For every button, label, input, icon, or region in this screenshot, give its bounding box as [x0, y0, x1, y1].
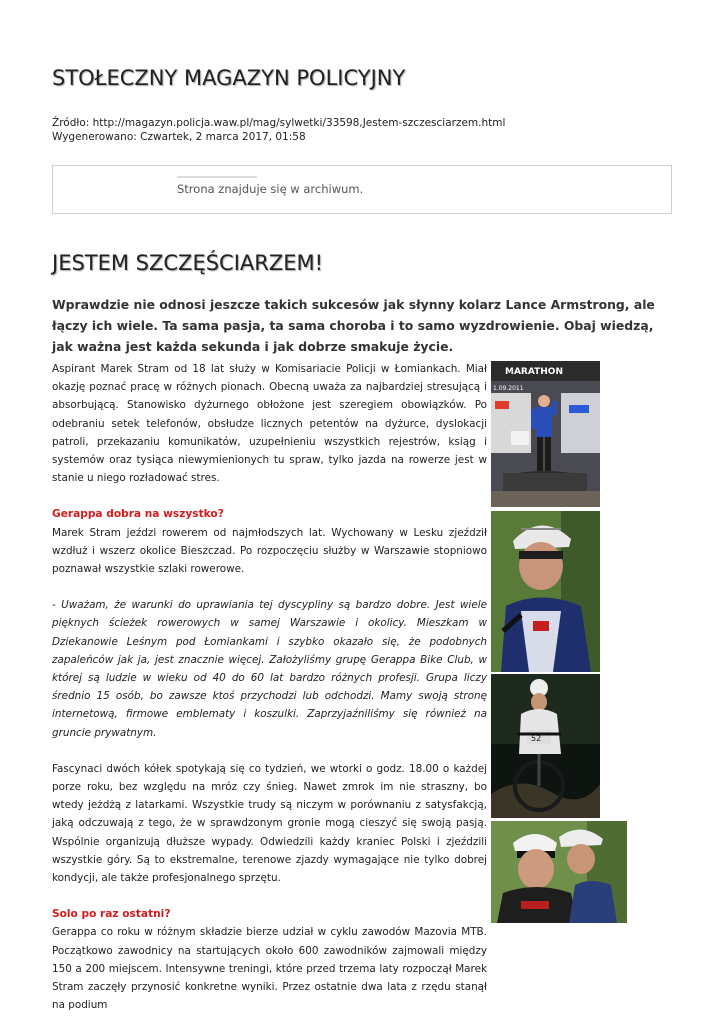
photo-night-ride [491, 674, 600, 818]
photo-podium [491, 361, 600, 507]
photo-cyclists-group [491, 821, 627, 923]
photo-banner-text: MARATHON [505, 367, 563, 377]
photo-bib-number: 52 [531, 734, 542, 743]
photo-date-text: 1.09.2011 [493, 385, 524, 392]
photo-cyclist-portrait [491, 511, 600, 672]
site-title: STOŁECZNY MAGAZYN POLICYJNY [52, 66, 406, 90]
section-heading-solo: Solo po raz ostatni? [52, 908, 171, 921]
article-body [52, 360, 487, 1015]
archive-notice-text: Strona znajduje się w archiwum. [177, 182, 364, 196]
archive-notice-box [52, 165, 672, 214]
paragraph-5: Gerappa co roku w różnym składzie bierze udział w cyklu zawodów Mazovia MTB. Początkowo zawodnicy na startujących około 600 zawodników zajmowali między 150 a 200 miejscem. Intensywne treningi, które przed trzema laty rozpoczął Marek Stram zaczęły przynosić konkretne wyniki. Przez ostatnie dwa lata z rzędu stanął na podium [52, 926, 487, 1012]
paragraph-3-quote: - Uważam, że warunki do uprawiania tej dyscypliny są bardzo dobre. Jest wiele pięknych ścieżek rowerowych w samej Warszawie i okolicy. Mieszkam w Dziekanowie Leśnym pod Łomiankami i szybko okazało się, że podobnych zapaleńców jak ja, jest znacznie więcej. Założyliśmy grupę Gerappa Bike Club, w której są ludzie w wieku od 40 do 60 lat bardzo różnych profesji. Grupa liczy średnio 15 osób, bo zawsze ktoś przychodzi lub odchodzi. Mamy swoją stronę internetową, firmowe emblematy i koszulki. Zaprzyjaźniliśmy się również na gruncie prywatnym. [52, 599, 487, 739]
archive-notice-divider [177, 176, 257, 178]
paragraph-2: Marek Stram jeździ rowerem od najmłodszych lat. Wychowany w Lesku zjeździł wzdłuż i wszerz okolice Bieszczad. Po rozpoczęciu służby w Warszawie stopniowo poznawał wszystkie szlaki rowerowe. [52, 526, 487, 576]
article-lead: Wprawdzie nie odnosi jeszcze takich sukcesów jak słynny kolarz Lance Armstrong, ale łączy ich wiele. Ta sama pasja, ta sama choroba i to samo wyzdrowienie. Obaj wiedzą, jak ważna jest każda sekunda i jak dobrze smakuje życie. [52, 297, 655, 354]
article-title: JESTEM SZCZĘŚCIARZEM! [52, 251, 324, 275]
section-heading-gerappa: Gerappa dobra na wszystko? [52, 508, 224, 521]
paragraph-4: Fascynaci dwóch kółek spotykają się co tydzień, we wtorki o godz. 18.00 o każdej porze roku, bez względu na mróz czy śnieg. Nawet zmrok im nie straszny, bo wtedy jeżdżą z latarkami. Wszystkie trudy są niczym w porównaniu z satysfakcją, jaką odczuwają z tego, że w sprawdzonym gronie mogą cieszyć się swoją pasją. Wspólnie organizują dłuższe wypady. Odwiedzili każdy kraniec Polski i zjeździli wszystkie góry. Są to ekstremalne, terenowe zjazdy wymagające nie tylko dobrej kondycji, ale także profesjonalnego sprzętu. [52, 762, 487, 885]
paragraph-1: Aspirant Marek Stram od 18 lat służy w Komisariacie Policji w Łomiankach. Miał okazję poznać pracę w różnych pionach. Obecną uważa za najbardziej stresującą i absorbującą. Stanowisko dyżurnego obłożone jest szeregiem obowiązków. Po odebraniu setek telefonów, obsłudze licznych petentów na dyżurce, dyslokacji patroli, przekazaniu komunikatów, uzupełnieniu wszystkich rejestrów, ksiąg i systemów oraz tysiąca niewymienionych tu spraw, tylko jazda na rowerze jest w stanie u niego rozładować stres. [52, 363, 487, 485]
source-url: Źródło: http://magazyn.policja.waw.pl/mag/sylwetki/33598,Jestem-szczesciarzem.html [52, 117, 506, 129]
document-meta [52, 116, 505, 144]
generated-date: Wygenerowano: Czwartek, 2 marca 2017, 01:58 [52, 131, 306, 143]
